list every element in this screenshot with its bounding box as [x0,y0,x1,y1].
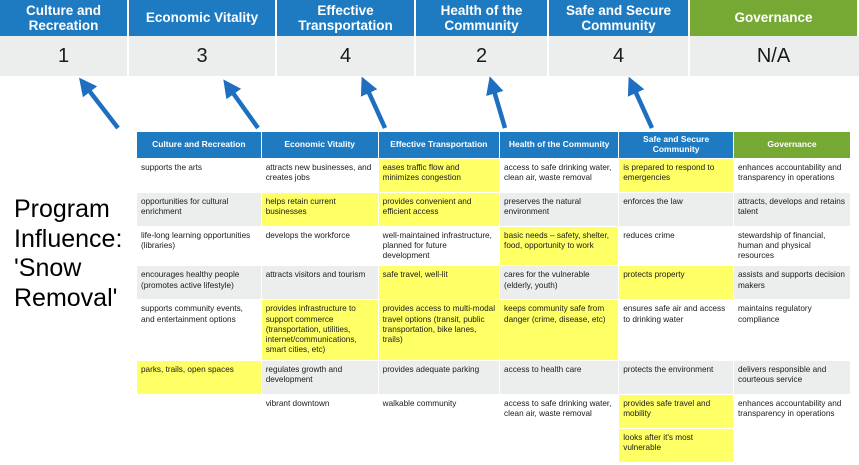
strategic-priorities-header [0,0,859,36]
influence-matrix-table [136,131,851,463]
matrix-column-header-5: Governance [733,132,850,159]
matrix-cell-r4-c2: provides access to multi-modal travel options (transit, public transportation, bike lanes, trails) [378,300,499,360]
table-row [137,192,851,226]
matrix-column-header-0: Culture and Recreation [137,132,262,159]
matrix-header [137,132,851,159]
priority-score-row [0,36,859,76]
priority-header-5[interactable]: Governance [690,0,857,36]
matrix-cell-r1-c2: provides convenient and efficient access [378,192,499,226]
priority-score-3: 2 [416,36,549,76]
priority-header-4[interactable]: Safe and Secure Community [549,0,690,36]
matrix-cell-r2-c1: develops the workforce [261,226,378,266]
arrow-culture-recreation [84,84,118,128]
matrix-cell-r0-c0: supports the arts [137,158,262,192]
arrow-effective-transportation [365,84,385,128]
matrix-body [137,158,851,462]
matrix-cell-r3-c1: attracts visitors and tourism [261,266,378,300]
matrix-header-row [137,132,851,159]
priority-header-3[interactable]: Health of the Community [416,0,549,36]
matrix-column-header-3: Health of the Community [500,132,619,159]
matrix-cell-r7-c0 [137,428,262,462]
matrix-cell-r6-c1: vibrant downtown [261,394,378,428]
matrix-cell-r2-c3: basic needs – safety, shelter, food, opportunity to work [500,226,619,266]
table-row [137,360,851,394]
matrix-cell-r6-c0 [137,394,262,428]
matrix-cell-r5-c2: provides adequate parking [378,360,499,394]
matrix-cell-r2-c4: reduces crime [619,226,734,266]
caption-line-3: 'Snow [14,254,82,282]
matrix-cell-r1-c4: enforces the law [619,192,734,226]
table-row [137,266,851,300]
priority-score-0: 1 [0,36,129,76]
matrix-cell-r5-c4: protects the environment [619,360,734,394]
arrow-health-community [492,84,505,128]
matrix-column-header-1: Economic Vitality [261,132,378,159]
matrix-cell-r5-c1: regulates growth and development [261,360,378,394]
matrix-cell-r0-c3: access to safe drinking water, clean air, waste removal [500,158,619,192]
table-row [137,394,851,428]
matrix-cell-r3-c2: safe travel, well-lit [378,266,499,300]
table-row [137,428,851,462]
matrix-cell-r6-c4: provides safe travel and mobility [619,394,734,428]
caption-line-1: Program [14,195,110,223]
priority-header-2[interactable]: Effective Transportation [277,0,416,36]
matrix-cell-r4-c1: provides infrastructure to support commerce (transportation, utilities, internet/communications, smart cities, etc) [261,300,378,360]
priority-score-2: 4 [277,36,416,76]
program-influence-caption [14,195,134,313]
priority-score-1: 3 [129,36,277,76]
matrix-column-header-2: Effective Transportation [378,132,499,159]
matrix-cell-r7-c3 [500,428,619,462]
arrow-economic-vitality [228,86,258,128]
matrix-cell-r1-c5: attracts, develops and retains talent [733,192,850,226]
priority-header-0[interactable]: Culture and Recreation [0,0,129,36]
matrix-cell-r2-c5: stewardship of financial, human and physical resources [733,226,850,266]
matrix-cell-r5-c0: parks, trails, open spaces [137,360,262,394]
matrix-cell-r1-c0: opportunities for cultural enrichment [137,192,262,226]
priority-score-5: N/A [690,36,857,76]
matrix-cell-r6-c3: access to safe drinking water, clean air, waste removal [500,394,619,428]
table-row [137,300,851,360]
matrix-cell-r4-c4: ensures safe air and access to drinking water [619,300,734,360]
matrix-cell-r3-c5: assists and supports decision makers [733,266,850,300]
table-row [137,226,851,266]
matrix-cell-r4-c5: maintains regulatory compliance [733,300,850,360]
matrix-cell-r0-c4: is prepared to respond to emergencies [619,158,734,192]
matrix-cell-r6-c5: enhances accountability and transparency in operations [733,394,850,428]
matrix-cell-r2-c2: well-maintained infrastructure, planned for future development [378,226,499,266]
matrix-cell-r7-c4: looks after it's most vulnerable [619,428,734,462]
matrix-cell-r7-c5 [733,428,850,462]
priority-score-4: 4 [549,36,690,76]
matrix-cell-r3-c4: protects property [619,266,734,300]
matrix-cell-r5-c3: access to health care [500,360,619,394]
matrix-cell-r6-c2: walkable community [378,394,499,428]
table-row [137,158,851,192]
matrix-column-header-4: Safe and Secure Community [619,132,734,159]
matrix-cell-r4-c0: supports community events, and entertainment options [137,300,262,360]
matrix-cell-r2-c0: life-long learning opportunities (libraries) [137,226,262,266]
matrix-cell-r0-c5: enhances accountability and transparency in operations [733,158,850,192]
matrix-cell-r4-c3: keeps community safe from danger (crime, disease, etc) [500,300,619,360]
matrix-cell-r7-c2 [378,428,499,462]
matrix-cell-r1-c3: preserves the natural environment [500,192,619,226]
priority-header-1[interactable]: Economic Vitality [129,0,277,36]
matrix-cell-r0-c1: attracts new businesses, and creates jobs [261,158,378,192]
matrix-cell-r7-c1 [261,428,378,462]
arrow-safe-secure-community [632,84,652,128]
matrix-cell-r0-c2: eases traffic flow and minimizes congestion [378,158,499,192]
matrix-cell-r3-c3: cares for the vulnerable (elderly, youth) [500,266,619,300]
matrix-cell-r5-c5: delivers responsible and courteous service [733,360,850,394]
caption-line-2: Influence: [14,224,123,253]
arrow-group [0,76,859,130]
caption-line-4: Removal' [14,283,118,312]
matrix-cell-r1-c1: helps retain current businesses [261,192,378,226]
matrix-cell-r3-c0: encourages healthy people (promotes active lifestyle) [137,266,262,300]
